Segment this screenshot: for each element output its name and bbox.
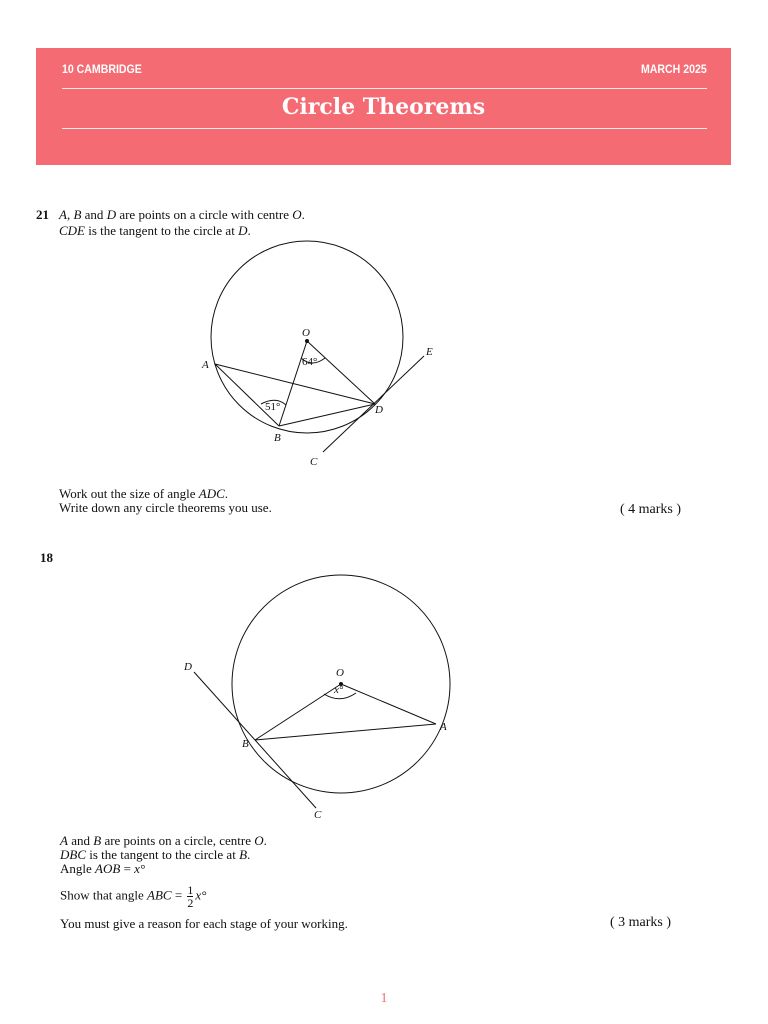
q18-label-a: A [440, 721, 447, 733]
page-title: Circle Theorems [281, 94, 486, 120]
q18-radius-ob [255, 684, 341, 740]
q21-label-c: C [310, 456, 318, 468]
q21-task-line2: Write down any circle theorems you use. [59, 500, 272, 515]
q21-radius-ob [279, 341, 307, 426]
q18-statement-line3: Angle AOB = x° [60, 861, 146, 876]
question-number-18: 18 [40, 550, 53, 565]
q21-statement-line1: A, B and D are points on a circle with centre O. [59, 207, 305, 222]
q18-chord-ab [255, 724, 436, 740]
q18-show-line: Show that angle ABC = $\frac{1}{2}$ x° [60, 883, 207, 910]
class-label: 10 CAMBRIDGE [62, 62, 142, 76]
q21-label-o: O [302, 327, 310, 339]
q21-statement-line2: CDE is the tangent to the circle at D. [59, 223, 251, 238]
q21-label-d: D [375, 404, 383, 416]
date-label: MARCH 2025 [641, 62, 707, 76]
q18-angle-x: x° [334, 684, 344, 696]
q21-chord-bd [279, 404, 375, 426]
q18-reason-line: You must give a reason for each stage of your working. [60, 916, 348, 931]
q18-fraction: $\frac{1}{2}$ [187, 883, 194, 910]
q21-angle-64: 64° [302, 356, 318, 368]
q21-centre-dot [305, 339, 309, 343]
q18-label-b: B [242, 738, 249, 750]
q21-radius-od [307, 341, 375, 404]
q18-label-c: C [314, 809, 322, 821]
q18-label-d: D [184, 661, 192, 673]
page-number: 1 [380, 991, 388, 1006]
q18-label-o: O [336, 667, 344, 679]
q21-label-e: E [426, 346, 433, 358]
q18-marks: ( 3 marks ) [610, 915, 672, 930]
q21-label-b: B [274, 432, 281, 444]
q18-radius-oa [341, 684, 436, 724]
q21-chord-ad [215, 364, 375, 404]
q18-statement-line1: A and B are points on a circle, centre O. [60, 833, 267, 848]
q21-label-a: A [202, 359, 209, 371]
q21-angle-51: 51° [265, 401, 281, 413]
question-number-21: 21 [36, 207, 49, 222]
q21-task-line1: Work out the size of angle ADC. [59, 486, 228, 501]
q21-marks: ( 4 marks ) [620, 502, 682, 517]
q18-statement-line2: DBC is the tangent to the circle at B. [60, 847, 251, 862]
q21-chord-ab [215, 364, 279, 426]
